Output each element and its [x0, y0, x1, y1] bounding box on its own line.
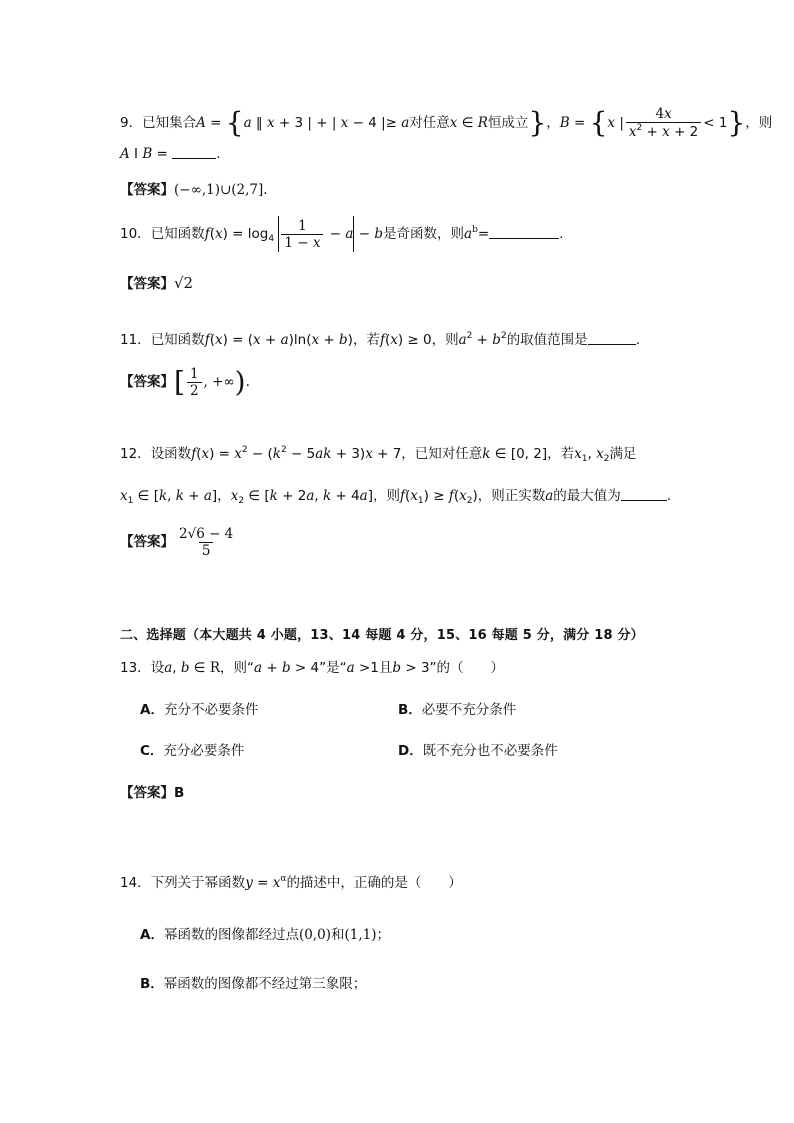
option-c[interactable]: C．充分必要条件	[140, 743, 245, 759]
option-a[interactable]: A．幂函数的图像都经过点(0,0)和(1,1)；	[140, 927, 390, 943]
question-12-line2: $x_1$ ∈ [k, k + a]，$x_2$ ∈ [k + 2a, k + 4a]，则$f(x_1) \ge f(x_2)$，则正实数a的最大值为 .	[120, 488, 672, 506]
section-heading: 二、选择题（本大题共 4 小题，13、14 每题 4 分，15、16 每题 5 分，满分 18 分）	[120, 628, 644, 643]
answer-value: B	[174, 785, 185, 801]
question-12: 12．设函数$f(x) = x^2 - (k^2 - 5ak + 3)x + 7$，已知对任意k ∈ [0, 2]，若$x_1$, $x_2$满足	[120, 445, 637, 464]
question-9-line2: A I B = .	[120, 146, 221, 162]
question-13: 13．设a, b ∈ R，则“a + b > 4”是“a >1且b > 3”的（ ）	[120, 660, 505, 676]
question-10: 10．已知函数$f(x) = \log_4$ $\frac{1}{1 - x}$ − a − b是奇函数，则$a^b=$ .	[120, 217, 564, 251]
answer-label: 【答案】	[120, 374, 174, 390]
answer-blank	[489, 226, 559, 239]
answer-blank	[588, 332, 636, 345]
answer-value: $\frac{2√6 - 4}{5}$	[179, 526, 234, 559]
answer-value: [ $\frac{1}{2}$ , +∞).	[174, 365, 250, 399]
option-d[interactable]: D．既不充分也不必要条件	[398, 743, 558, 759]
question-number: 12．	[120, 446, 151, 462]
question-number: 11．	[120, 332, 151, 348]
answer-label: 【答案】	[120, 276, 174, 292]
question-number: 9．	[120, 115, 143, 131]
answer-label: 【答案】	[120, 785, 174, 801]
answer-label: 【答案】	[120, 182, 174, 198]
answer-10	[120, 272, 193, 292]
question-number: 14．	[120, 875, 151, 891]
question-14: 14．下列关于幂函数$y = x^\alpha$的描述中，正确的是（ ）	[120, 874, 462, 891]
question-9: 9．已知集合A = {a ‖ x + 3 | + | x − 4 |≥ a对任意x ∈ R恒成立}，B = {x | $\frac{4x}{x^2 + x + 2}$ < 1}，则	[120, 106, 773, 140]
question-number: 13．	[120, 660, 151, 676]
answer-value: (−∞,1)∪(2,7].	[174, 182, 268, 198]
option-b[interactable]: B．幂函数的图像都不经过第三象限；	[140, 976, 367, 992]
question-11: 11．已知函数f(x) = (x + a)ln(x + b)，若f(x) ≥ 0，则$a^2 + b^2$的取值范围是 .	[120, 331, 640, 348]
answer-13	[120, 781, 184, 801]
answer-value: √2	[174, 274, 194, 292]
option-a[interactable]: A．充分不必要条件	[140, 702, 259, 718]
option-b[interactable]: B．必要不充分条件	[398, 702, 517, 718]
answer-12	[120, 526, 238, 559]
answer-blank	[621, 488, 667, 501]
question-number: 10．	[120, 226, 151, 242]
answer-blank	[172, 146, 216, 159]
answer-label: 【答案】	[120, 534, 174, 550]
answer-11	[120, 366, 250, 399]
answer-9	[120, 178, 268, 198]
